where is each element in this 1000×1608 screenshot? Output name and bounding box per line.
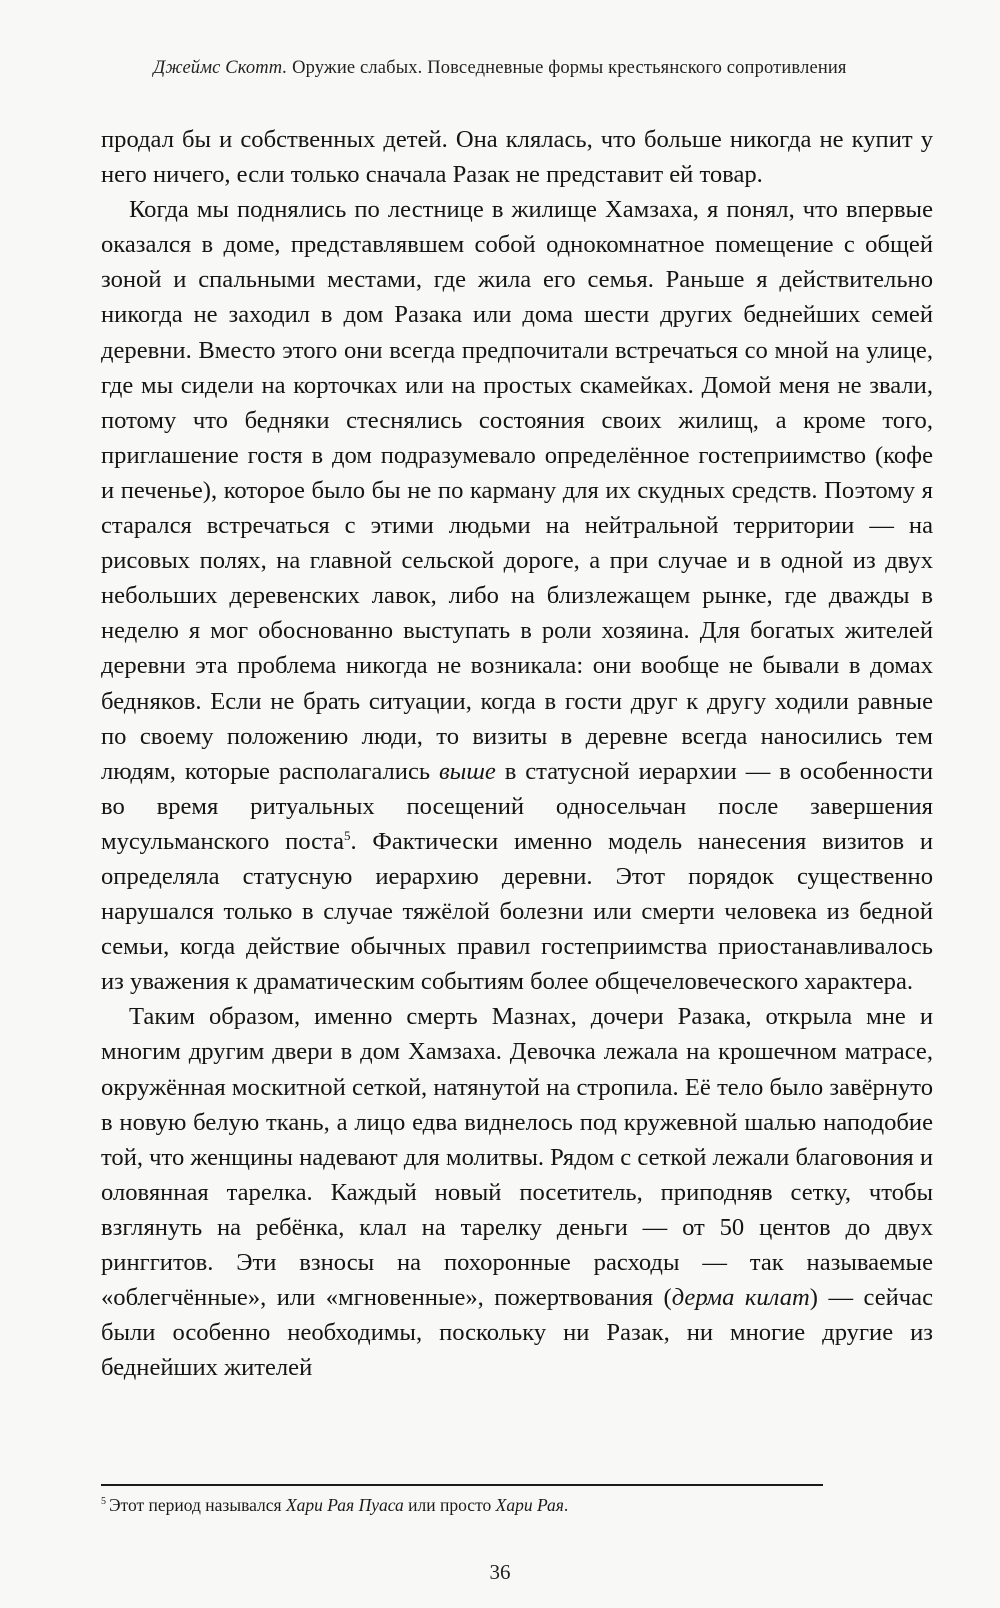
footnote-text: Этот период назывался [109,1495,286,1515]
footnote-number: 5 [101,1496,106,1508]
paragraph-3 [101,999,933,1385]
footnote-emphasis: Хари Рая Пуаса [285,1495,404,1515]
emphasis: выше [439,757,496,785]
footnote [101,1495,933,1516]
paragraph-text: ) — сейчас были особенно необходимы, поскольку ни Разак, ни многие другие из беднейших жителей [101,1284,934,1382]
paragraph-2 [101,192,933,999]
paragraph-1 [101,122,933,192]
footnote-text: или просто [403,1495,496,1515]
paragraph-text: продал бы и собственных детей. Она клялась, что больше никогда не купит у него ничего, если только сначала Разак не представит ей товар. [101,126,933,189]
running-header [0,58,1000,79]
header-title: Оружие слабых. Повседневные формы крестьянского сопротивления [292,58,847,78]
footnote-ref[interactable]: 5 [344,827,351,843]
paragraph-text: Таким образом, именно смерть Мазнах, дочери Разака, открыла мне и многим другим двери в дом Хамзаха. Девочка лежала на крошечном матрасе, окружённая москитной сеткой, натянутой на стропила. Её тело было завёрнуто в новую белую ткань, а лицо едва виднелось под кружевной шалью наподобие той, что женщины надевают для молитвы. Рядом с сеткой лежали благовония и оловянная тарелка. Каждый новый посетитель, приподняв сетку, чтобы взглянуть на ребёнка, клал на тарелку деньги — от 50 центов до двух ринггитов. Эти взносы на похоронные расходы — так называемые «облегчённые», или «мгновенные», пожертвования ( [101,1003,933,1312]
header-author: Джеймс Скотт. [153,58,288,78]
page-number: 36 [489,1560,511,1584]
footnote-divider [101,1484,823,1486]
main-text [101,122,933,1385]
paragraph-text: в статусной иерархии — в особенности во время ритуальных посещений односельчан после завершения мусульманского поста [101,757,934,855]
paragraph-text: . Фактически именно модель нанесения визитов и определяла статусную иерархию деревни. Этот порядок существенно нарушался только в случае тяжёлой болезни или смерти человека из бедной семьи, когда действие обычных правил гостеприимства приостанавливалось из уважения к драматическим событиям более общечеловеческого характера. [101,827,933,996]
paragraph-text: Когда мы поднялись по лестнице в жилище Хамзаха, я понял, что впервые оказался в доме, представлявшем собой однокомнатное помещение с общей зоной и спальными местами, где жила его семья. Раньше я действительно никогда не заходил в дом Разака или дома шести других беднейших семей деревни. Вместо этого они всегда предпочитали встречаться со мной на улице, где мы сидели на корточках или на простых скамейках. Домой меня не звали, потому что бедняки стеснялись состояния своих жилищ, а кроме того, приглашение гостя в дом подразумевало определённое гостеприимство (кофе и печенье), которое было бы не по карману для их скудных средств. Поэтому я старался встречаться с этими людьми на нейтральной территории — на рисовых полях, на главной сельской дороге, а при случае и в одной из двух небольших деревенских лавок, либо на близлежащем рынке, где дважды в неделю я мог обоснованно выступать в роли хозяина. Для богатых жителей деревни эта проблема никогда не возникала: они вообще не бывали в домах бедняков. Если не брать ситуации, когда в гости друг к другу ходили равные по своему положению люди, то визиты в деревне всегда наносились тем людям, которые располагались [101,196,933,785]
footnote-emphasis: Хари Рая [495,1495,564,1515]
emphasis: дерма килат [671,1284,810,1312]
footnote-text: . [563,1495,569,1515]
